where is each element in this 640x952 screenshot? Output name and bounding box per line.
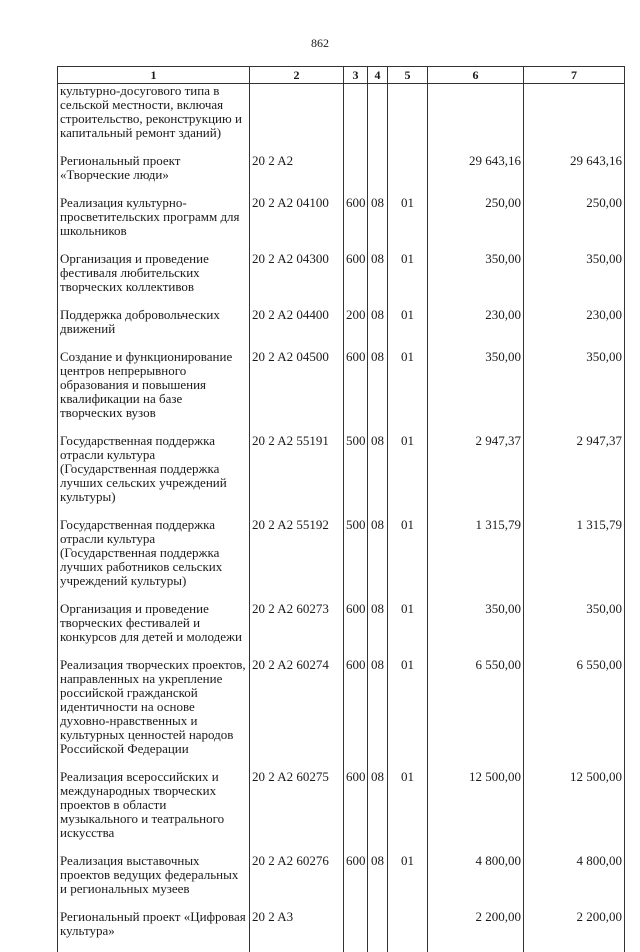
- row-subsection-cell: [388, 84, 428, 155]
- row-amount-total-cell: 230,00: [524, 308, 625, 350]
- row-amount-cell: 250,00: [428, 196, 524, 252]
- row-amount-total-cell: 2 200,00: [524, 910, 625, 952]
- row-amount-total-cell: [524, 84, 625, 155]
- row-subsection-cell: 01: [388, 252, 428, 308]
- row-code-cell: 20 2 A2 04300: [250, 252, 344, 308]
- row-subsection-cell: 01: [388, 308, 428, 350]
- table-row: [58, 154, 625, 196]
- row-name-cell: Реализация творческих проектов, направленных на укрепление российской гражданской идентичности на основе духовно-нравственных и культурных ценностей народов Российской Федерации: [58, 658, 250, 770]
- table-header-row: [58, 67, 625, 84]
- row-section-cell: 08: [368, 518, 388, 602]
- row-subsection-cell: [388, 154, 428, 196]
- row-amount-total-cell: 2 947,37: [524, 434, 625, 518]
- row-code-cell: 20 2 A2 55191: [250, 434, 344, 518]
- table-row: [58, 910, 625, 952]
- table-row: [58, 434, 625, 518]
- row-amount-cell: 12 500,00: [428, 770, 524, 854]
- row-subsection-cell: 01: [388, 434, 428, 518]
- row-expense-type-cell: 500: [344, 434, 368, 518]
- row-name-cell: Государственная поддержка отрасли культура (Государственная поддержка лучших работников сельских учреждений культуры): [58, 518, 250, 602]
- budget-table: [57, 66, 625, 952]
- row-amount-total-cell: 29 643,16: [524, 154, 625, 196]
- row-section-cell: [368, 154, 388, 196]
- row-expense-type-cell: 600: [344, 602, 368, 658]
- row-section-cell: 08: [368, 308, 388, 350]
- row-code-cell: 20 2 A2 60276: [250, 854, 344, 910]
- row-amount-cell: 4 800,00: [428, 854, 524, 910]
- row-expense-type-cell: [344, 154, 368, 196]
- row-code-cell: [250, 84, 344, 155]
- row-code-cell: 20 2 A2 60275: [250, 770, 344, 854]
- row-amount-total-cell: 350,00: [524, 602, 625, 658]
- row-expense-type-cell: [344, 910, 368, 952]
- column-header-2: 2: [250, 67, 344, 84]
- page-number: 862: [0, 36, 640, 51]
- row-amount-total-cell: 350,00: [524, 350, 625, 434]
- row-name-cell: Региональный проект «Творческие люди»: [58, 154, 250, 196]
- column-header-3: 3: [344, 67, 368, 84]
- row-section-cell: [368, 910, 388, 952]
- table-row: [58, 518, 625, 602]
- row-name-cell: Реализация культурно-просветительских программ для школьников: [58, 196, 250, 252]
- column-header-7: 7: [524, 67, 625, 84]
- row-section-cell: 08: [368, 854, 388, 910]
- row-amount-cell: 350,00: [428, 350, 524, 434]
- table-body: [58, 84, 625, 952]
- row-name-cell: Организация и проведение творческих фестивалей и конкурсов для детей и молодежи: [58, 602, 250, 658]
- row-code-cell: 20 2 A2 60273: [250, 602, 344, 658]
- row-subsection-cell: 01: [388, 350, 428, 434]
- row-section-cell: 08: [368, 658, 388, 770]
- row-name-cell: Государственная поддержка отрасли культура (Государственная поддержка лучших сельских учреждений культуры): [58, 434, 250, 518]
- table-row: [58, 770, 625, 854]
- row-expense-type-cell: 600: [344, 854, 368, 910]
- row-code-cell: 20 2 A2 04500: [250, 350, 344, 434]
- row-amount-cell: 2 947,37: [428, 434, 524, 518]
- row-amount-total-cell: 6 550,00: [524, 658, 625, 770]
- row-section-cell: 08: [368, 602, 388, 658]
- row-amount-total-cell: 12 500,00: [524, 770, 625, 854]
- table-row: [58, 196, 625, 252]
- row-name-cell: Региональный проект «Цифровая культура»: [58, 910, 250, 952]
- table-row: [58, 252, 625, 308]
- row-name-cell: культурно-досугового типа в сельской местности, включая строительство, реконструкцию и капитальный ремонт зданий): [58, 84, 250, 155]
- row-amount-cell: 1 315,79: [428, 518, 524, 602]
- row-code-cell: 20 2 A2 60274: [250, 658, 344, 770]
- table-row: [58, 854, 625, 910]
- row-amount-total-cell: 1 315,79: [524, 518, 625, 602]
- row-subsection-cell: 01: [388, 196, 428, 252]
- table-row: [58, 84, 625, 155]
- row-amount-cell: [428, 84, 524, 155]
- row-expense-type-cell: 600: [344, 770, 368, 854]
- table-row: [58, 602, 625, 658]
- row-name-cell: Организация и проведение фестиваля любительских творческих коллективов: [58, 252, 250, 308]
- row-code-cell: 20 2 A3: [250, 910, 344, 952]
- table-row: [58, 350, 625, 434]
- row-name-cell: Реализация всероссийских и международных творческих проектов в области музыкального и театрального искусства: [58, 770, 250, 854]
- row-code-cell: 20 2 A2: [250, 154, 344, 196]
- row-amount-total-cell: 350,00: [524, 252, 625, 308]
- row-code-cell: 20 2 A2 55192: [250, 518, 344, 602]
- row-expense-type-cell: 600: [344, 196, 368, 252]
- table-row: [58, 308, 625, 350]
- column-header-1: 1: [58, 67, 250, 84]
- row-amount-cell: 2 200,00: [428, 910, 524, 952]
- row-amount-cell: 230,00: [428, 308, 524, 350]
- row-subsection-cell: 01: [388, 518, 428, 602]
- row-expense-type-cell: 600: [344, 350, 368, 434]
- row-section-cell: 08: [368, 350, 388, 434]
- table-row: [58, 658, 625, 770]
- row-name-cell: Создание и функционирование центров непрерывного образования и повышения квалификации на базе творческих вузов: [58, 350, 250, 434]
- row-section-cell: 08: [368, 196, 388, 252]
- column-header-4: 4: [368, 67, 388, 84]
- row-amount-cell: 350,00: [428, 602, 524, 658]
- row-code-cell: 20 2 A2 04100: [250, 196, 344, 252]
- row-amount-cell: 29 643,16: [428, 154, 524, 196]
- row-amount-cell: 6 550,00: [428, 658, 524, 770]
- row-expense-type-cell: 200: [344, 308, 368, 350]
- column-header-5: 5: [388, 67, 428, 84]
- row-expense-type-cell: 600: [344, 252, 368, 308]
- row-amount-cell: 350,00: [428, 252, 524, 308]
- row-code-cell: 20 2 A2 04400: [250, 308, 344, 350]
- row-section-cell: [368, 84, 388, 155]
- row-section-cell: 08: [368, 252, 388, 308]
- row-expense-type-cell: 600: [344, 658, 368, 770]
- row-subsection-cell: 01: [388, 602, 428, 658]
- row-subsection-cell: [388, 910, 428, 952]
- row-expense-type-cell: 500: [344, 518, 368, 602]
- row-subsection-cell: 01: [388, 770, 428, 854]
- row-subsection-cell: 01: [388, 854, 428, 910]
- row-section-cell: 08: [368, 770, 388, 854]
- row-name-cell: Реализация выставочных проектов ведущих федеральных и региональных музеев: [58, 854, 250, 910]
- row-amount-total-cell: 250,00: [524, 196, 625, 252]
- row-amount-total-cell: 4 800,00: [524, 854, 625, 910]
- row-name-cell: Поддержка добровольческих движений: [58, 308, 250, 350]
- column-header-6: 6: [428, 67, 524, 84]
- row-section-cell: 08: [368, 434, 388, 518]
- row-subsection-cell: 01: [388, 658, 428, 770]
- row-expense-type-cell: [344, 84, 368, 155]
